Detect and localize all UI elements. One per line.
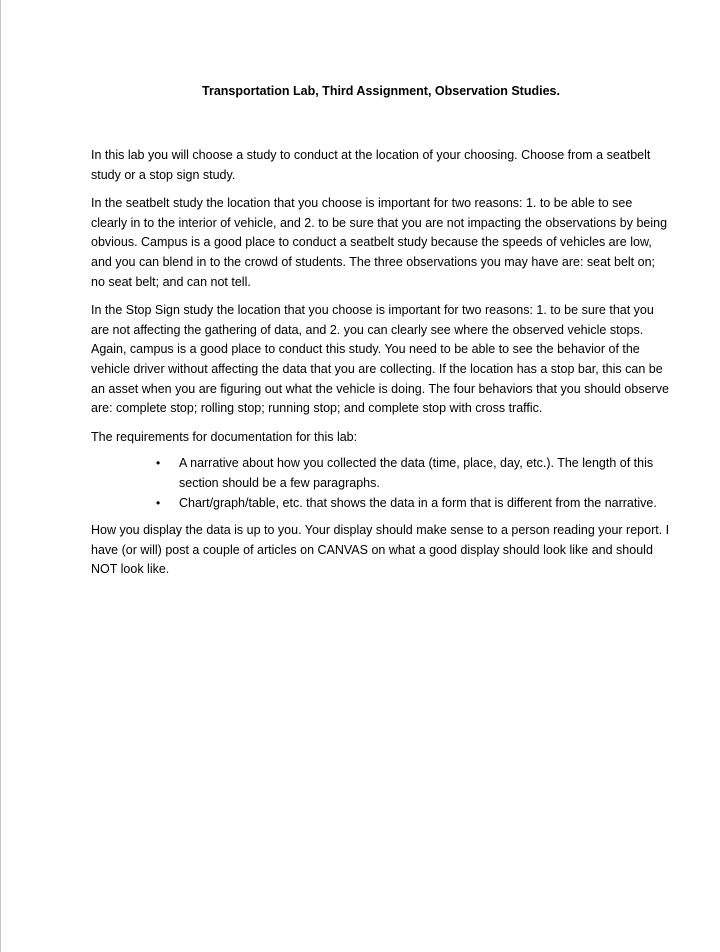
stop-sign-paragraph: In the Stop Sign study the location that you choose is important for two reasons: 1. to be sure that you are not affecting the gathering of data, and 2. you can clearly see where the observed vehicle stops. Again, campus is a good place to conduct this study. You need to be able to see the behavior of the vehicle driver without affecting the data that you are collecting. If the location has a stop bar, this can be an asset when you are figuring out what the vehicle is doing. The four behaviors that you should observe are: complete stop; rolling stop; running stop; and complete stop with cross traffic. [91, 303, 669, 416]
requirement-item-chart [91, 494, 671, 514]
requirement-text: A narrative about how you collected the data (time, place, day, etc.). The length of this section should be a few paragraphs. [179, 456, 654, 490]
document-title: Transportation Lab, Third Assignment, Observation Studies. [202, 84, 560, 98]
bullet-icon: • [156, 456, 161, 471]
closing-paragraph: How you display the data is up to you. Your display should make sense to a person reading your report. I have (or will) post a couple of articles on CANVAS on what a good display should look like and should NOT look like. [91, 523, 670, 577]
intro-paragraph: In this lab you will choose a study to conduct at the location of your choosing. Choose from a seatbelt study or a stop sign study. [91, 148, 651, 182]
page-left-edge [0, 0, 1, 952]
seatbelt-paragraph: In the seatbelt study the location that you choose is important for two reasons: 1. to be able to see clearly in to the interior of vehicle, and 2. to be sure that you are not impacting the observations by being obvious. Campus is a good place to conduct a seatbelt study because the speeds of vehicles are low, and you can blend in to the crowd of students. The three observations you may have are: seat belt on; no seat belt; and can not tell. [91, 196, 668, 289]
bullet-icon: • [156, 495, 161, 510]
requirement-text: Chart/graph/table, etc. that shows the data in a form that is different from the narrative. [179, 495, 657, 510]
requirement-item-narrative [91, 454, 671, 493]
requirements-intro: The requirements for documentation for this lab: [91, 429, 358, 444]
document-page [91, 82, 671, 589]
requirements-list [91, 454, 671, 513]
